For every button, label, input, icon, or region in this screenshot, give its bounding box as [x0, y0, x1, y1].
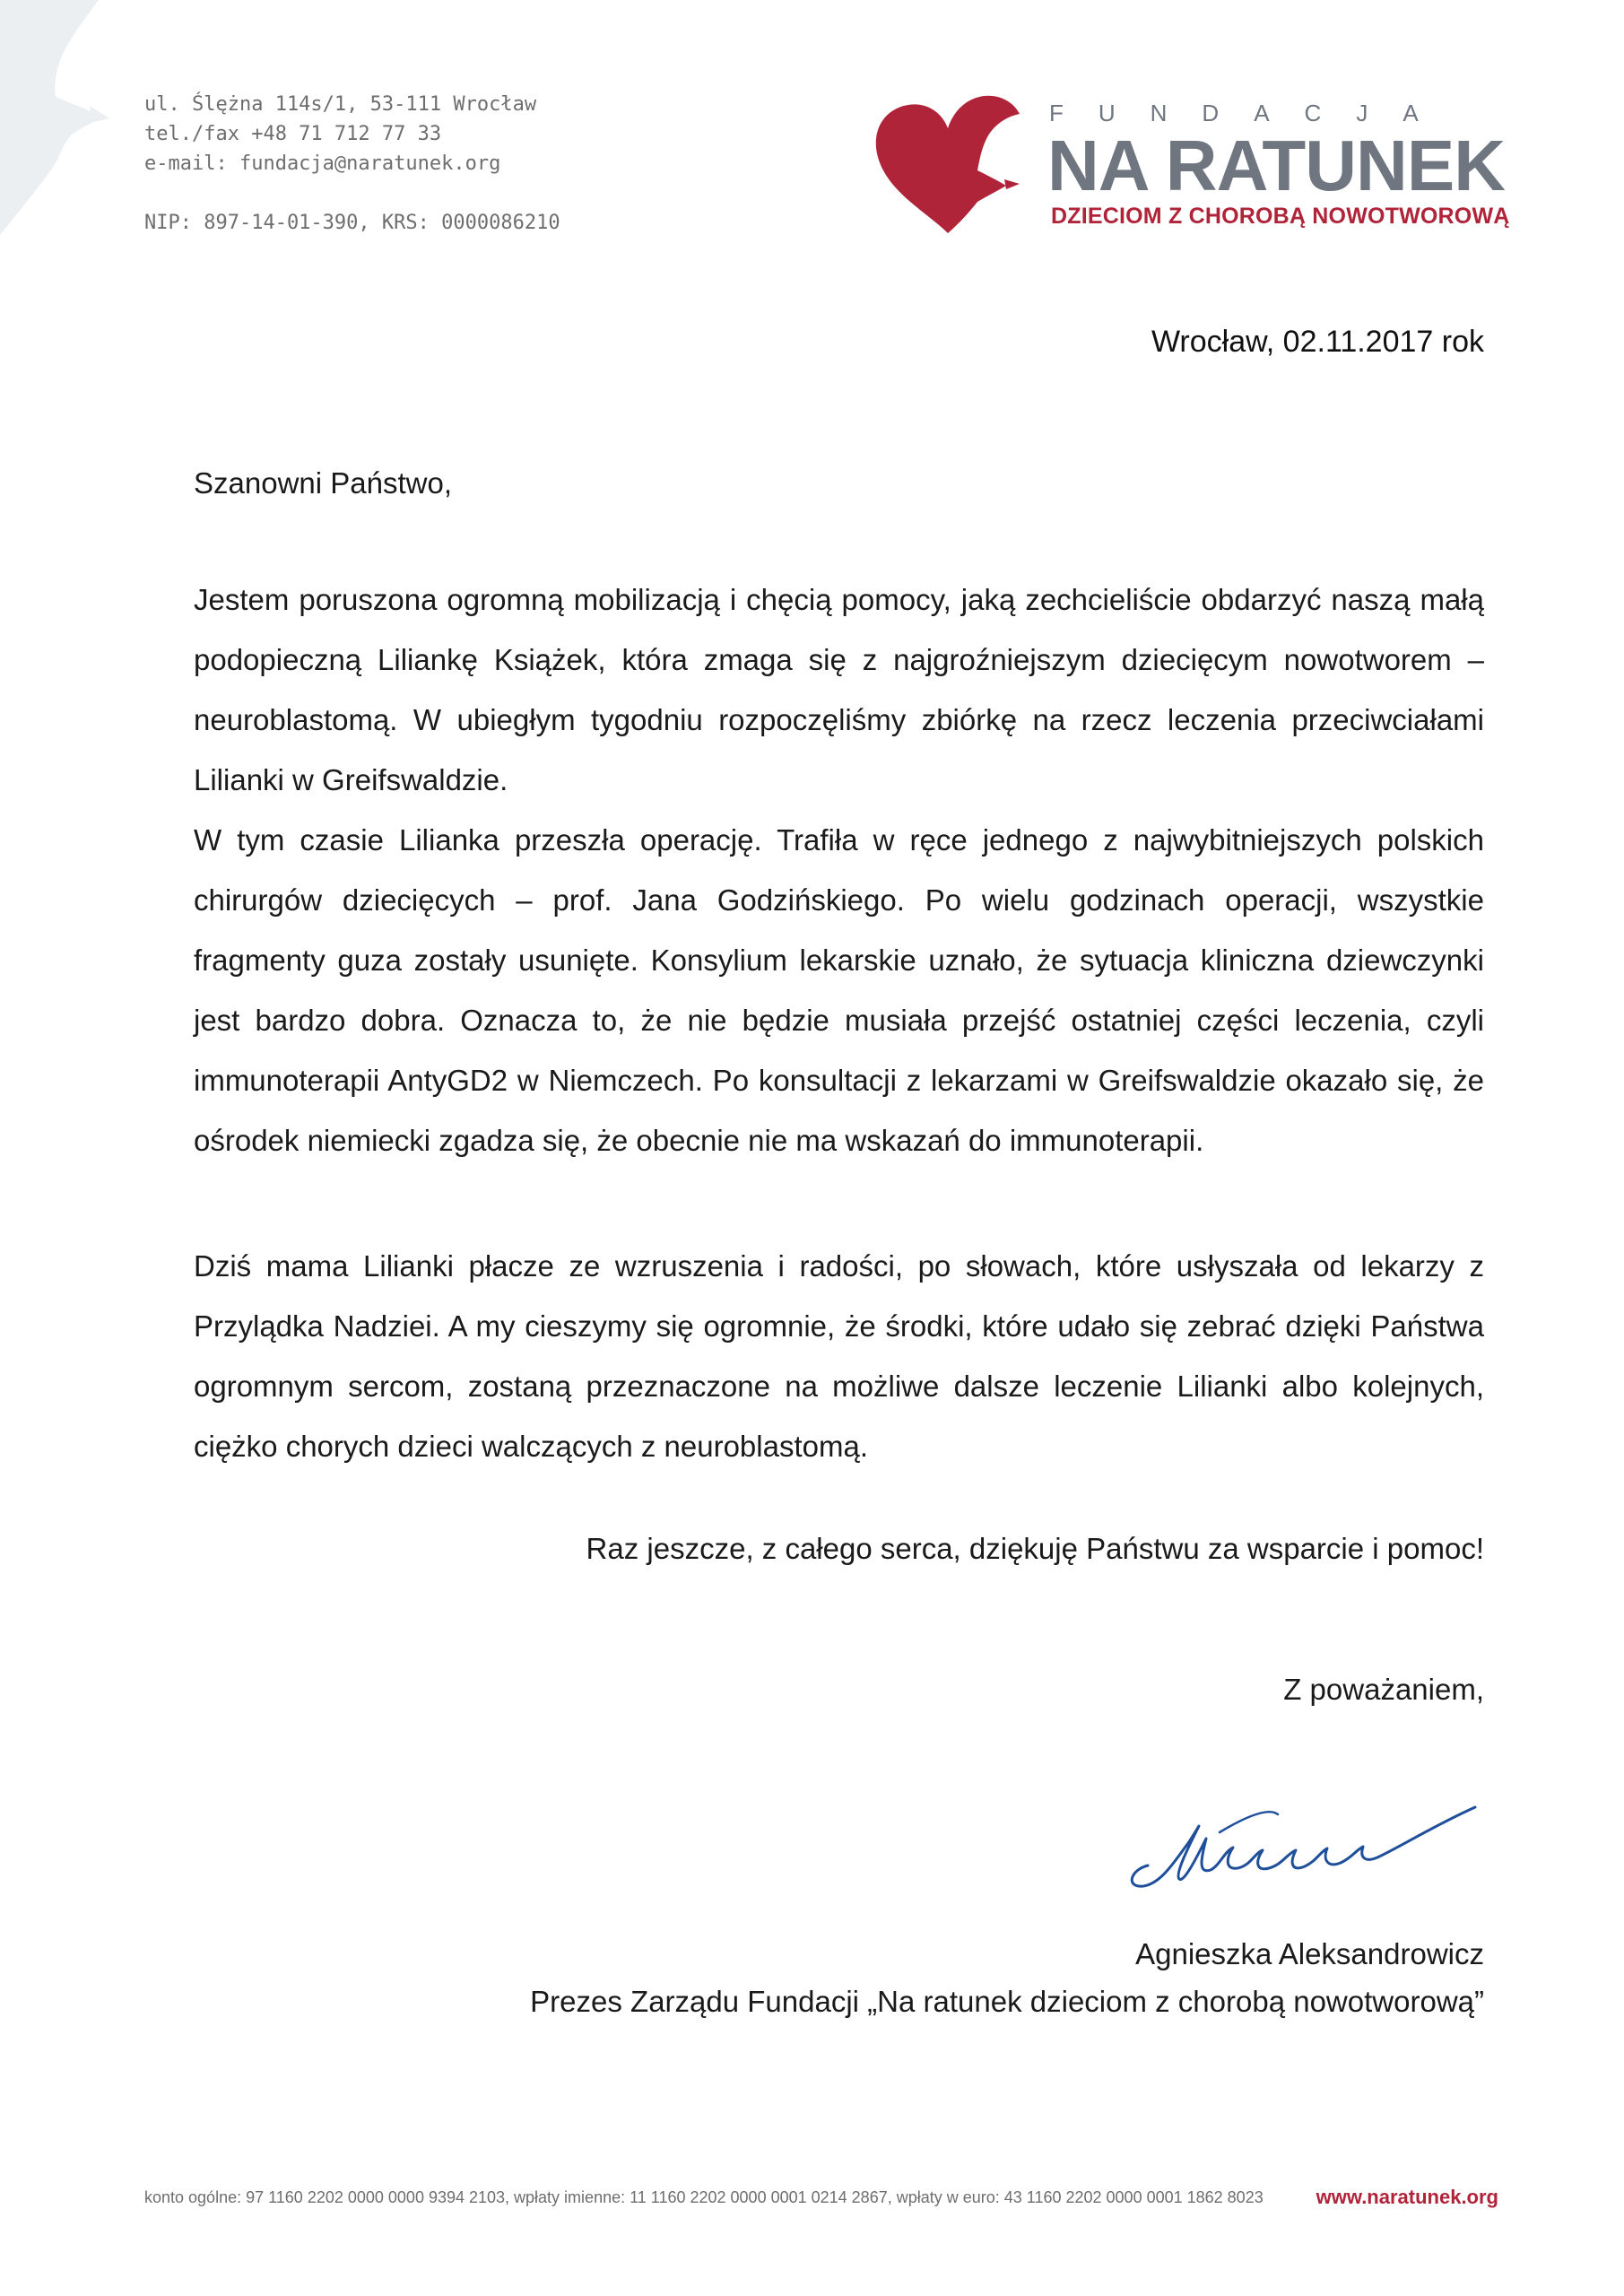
signatory-name: Agnieszka Aleksandrowicz [1135, 1937, 1484, 1970]
logo-name: NA RATUNEK [1047, 126, 1505, 205]
footer-website-link[interactable]: www.naratunek.org [1316, 2186, 1498, 2208]
footer-bank-accounts: konto ogólne: 97 1160 2202 0000 0000 9394 2103, wpłaty imienne: 11 1160 2202 0000 0001 0214 2867, wpłaty w euro: 43 1160 2202 0000 0001 1862 8023 [144, 2188, 1264, 2206]
decorative-profile-silhouette [0, 0, 117, 242]
salutation: Szanowni Państwo, [194, 466, 452, 500]
sender-address-block [144, 90, 560, 238]
logo-top-word: FUNDACJA [1049, 100, 1454, 126]
address-line: ul. Ślężna 114s/1, 53-111 Wrocław [144, 93, 537, 116]
tax-id-line: NIP: 897-14-01-390, KRS: 0000086210 [144, 212, 560, 234]
handwritten-signature [1112, 1780, 1489, 1897]
letter-paragraph-1a: Jestem poruszona ogromną mobilizacją i chęcią pomocy, jaką zechcieliście obdarzyć naszą małą podopieczną Liliankę Książek, która zmaga się z najgroźniejszym dziecięcym nowotworem – neuroblastomą. W ubiegłym tygodniu rozpoczęliśmy zbiórkę na rzecz leczenia przeciwciałami Lilianki w Greifswaldzie. [194, 583, 1484, 796]
email-line: e-mail: fundacja@naratunek.org [144, 152, 501, 175]
phone-line: tel./fax +48 71 712 77 33 [144, 123, 442, 145]
letter-paragraph-1b: W tym czasie Lilianka przeszła operację. Trafiła w ręce jednego z najwybitniejszych polskich chirurgów dziecięcych – prof. Jana Godzińskiego. Po wielu godzinach operacji, wszystkie fragmenty guza zostały usunięte. Konsylium lekarskie uznało, że sytuacja kliniczna dziewczynki jest bardzo dobra. Oznacza to, że nie będzie musiała przejść ostatniej części leczenia, czyli immunoterapii AntyGD2 w Niemczech. Po konsultacji z lekarzami w Greifswaldzie okazało się, że ośrodek niemiecki zgadza się, że obecnie nie ma wskazań do immunoterapii. [194, 823, 1484, 1157]
logo-tagline: DZIECIOM Z CHOROBĄ NOWOTWOROWĄ [1051, 204, 1510, 229]
letter-paragraph-1 [194, 570, 1484, 1170]
letter-date: Wrocław, 02.11.2017 rok [1151, 325, 1484, 359]
letter-paragraph-2: Dziś mama Lilianki płacze ze wzruszenia i radości, po słowach, które usłyszała od lekarzy z Przylądka Nadziei. A my cieszymy się ogromnie, że środki, które udało się zebrać dzięki Państwa ogromnym sercom, zostaną przeznaczone na możliwe dalsze leczenie Lilianki albo kolejnych, ciężko chorych dzieci walczących z neuroblastomą. [194, 1249, 1484, 1463]
closing-line: Raz jeszcze, z całego serca, dziękuję Państwu za wsparcie i pomoc! [586, 1532, 1484, 1565]
regards: Z poważaniem, [1283, 1673, 1484, 1706]
signatory-role: Prezes Zarządu Fundacji „Na ratunek dzieciom z chorobą nowotworową” [530, 1985, 1484, 2018]
heart-profile-icon [872, 94, 1024, 238]
foundation-logo [872, 94, 1517, 247]
